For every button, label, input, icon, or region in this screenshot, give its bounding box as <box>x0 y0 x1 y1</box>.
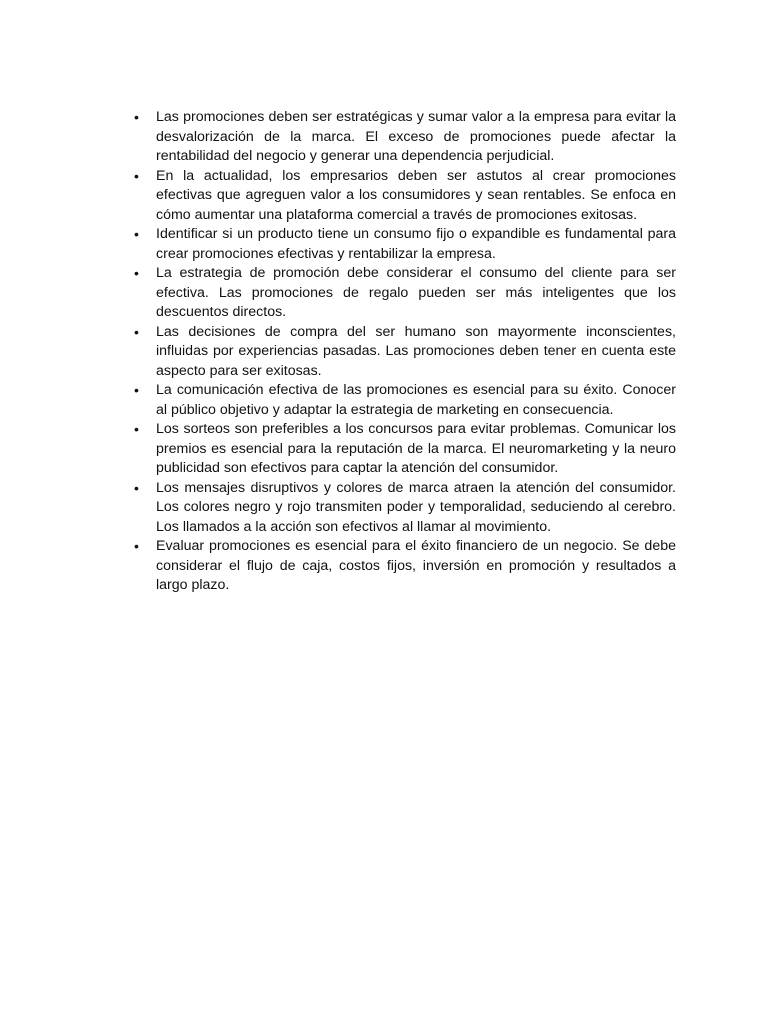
list-item-text: Evaluar promociones es esencial para el éxito financiero de un negocio. Se debe considerar el flujo de caja, costos fijos, inversión en promoción y resultados a largo plazo. <box>156 538 676 593</box>
list-item-text: Los mensajes disruptivos y colores de marca atraen la atención del consumidor. Los colores negro y rojo transmiten poder y temporalidad, seduciendo al cerebro. Los llamados a la acción son efectivos al llamar al movimiento. <box>156 479 676 535</box>
bullet-list <box>132 108 676 596</box>
list-item <box>132 420 676 479</box>
bullet-icon: • <box>134 479 139 496</box>
list-item <box>132 167 676 226</box>
bullet-icon: • <box>134 265 139 281</box>
list-item-text: La estrategia de promoción debe considerar el consumo del cliente para ser efectiva. Las promociones de regalo pueden ser más inteligentes que los descuentos directos. <box>156 265 676 320</box>
bullet-icon: • <box>134 167 139 184</box>
bullet-icon: • <box>134 421 139 437</box>
bullet-icon: • <box>134 538 139 554</box>
list-item <box>132 537 676 596</box>
list-item <box>132 108 676 167</box>
list-item-text: Las promociones deben ser estratégicas y sumar valor a la empresa para evitar la desvalorización de la marca. El exceso de promociones puede afectar la rentabilidad del negocio y generar una dependencia perjudicial. <box>156 109 676 164</box>
list-item-text: Los sorteos son preferibles a los concursos para evitar problemas. Comunicar los premios es esencial para la reputación de la marca. El neuromarketing y la neuro publicidad son efectivos para captar la atención del consumidor. <box>156 421 676 476</box>
list-item <box>132 323 676 382</box>
bullet-icon: • <box>134 382 139 398</box>
list-item-text: Las decisiones de compra del ser humano son mayormente inconscientes, influidas por experiencias pasadas. Las promociones deben tener en cuenta este aspecto para ser exitosas. <box>156 323 676 379</box>
list-item <box>132 225 676 264</box>
list-item-text: Identificar si un producto tiene un consumo fijo o expandible es fundamental para crear promociones efectivas y rentabilizar la empresa. <box>156 226 676 262</box>
list-item <box>132 264 676 323</box>
list-item <box>132 479 676 538</box>
list-item-text: En la actualidad, los empresarios deben ser astutos al crear promociones efectivas que agreguen valor a los consumidores y sean rentables. Se enfoca en cómo aumentar una plataforma comercial a través de promociones exitosas. <box>156 167 676 223</box>
list-item-text: La comunicación efectiva de las promociones es esencial para su éxito. Conocer al público objetivo y adaptar la estrategia de marketing en consecuencia. <box>156 382 676 418</box>
bullet-icon: • <box>134 323 139 340</box>
bullet-icon: • <box>134 109 139 125</box>
bullet-icon: • <box>134 226 139 242</box>
list-item <box>132 381 676 420</box>
